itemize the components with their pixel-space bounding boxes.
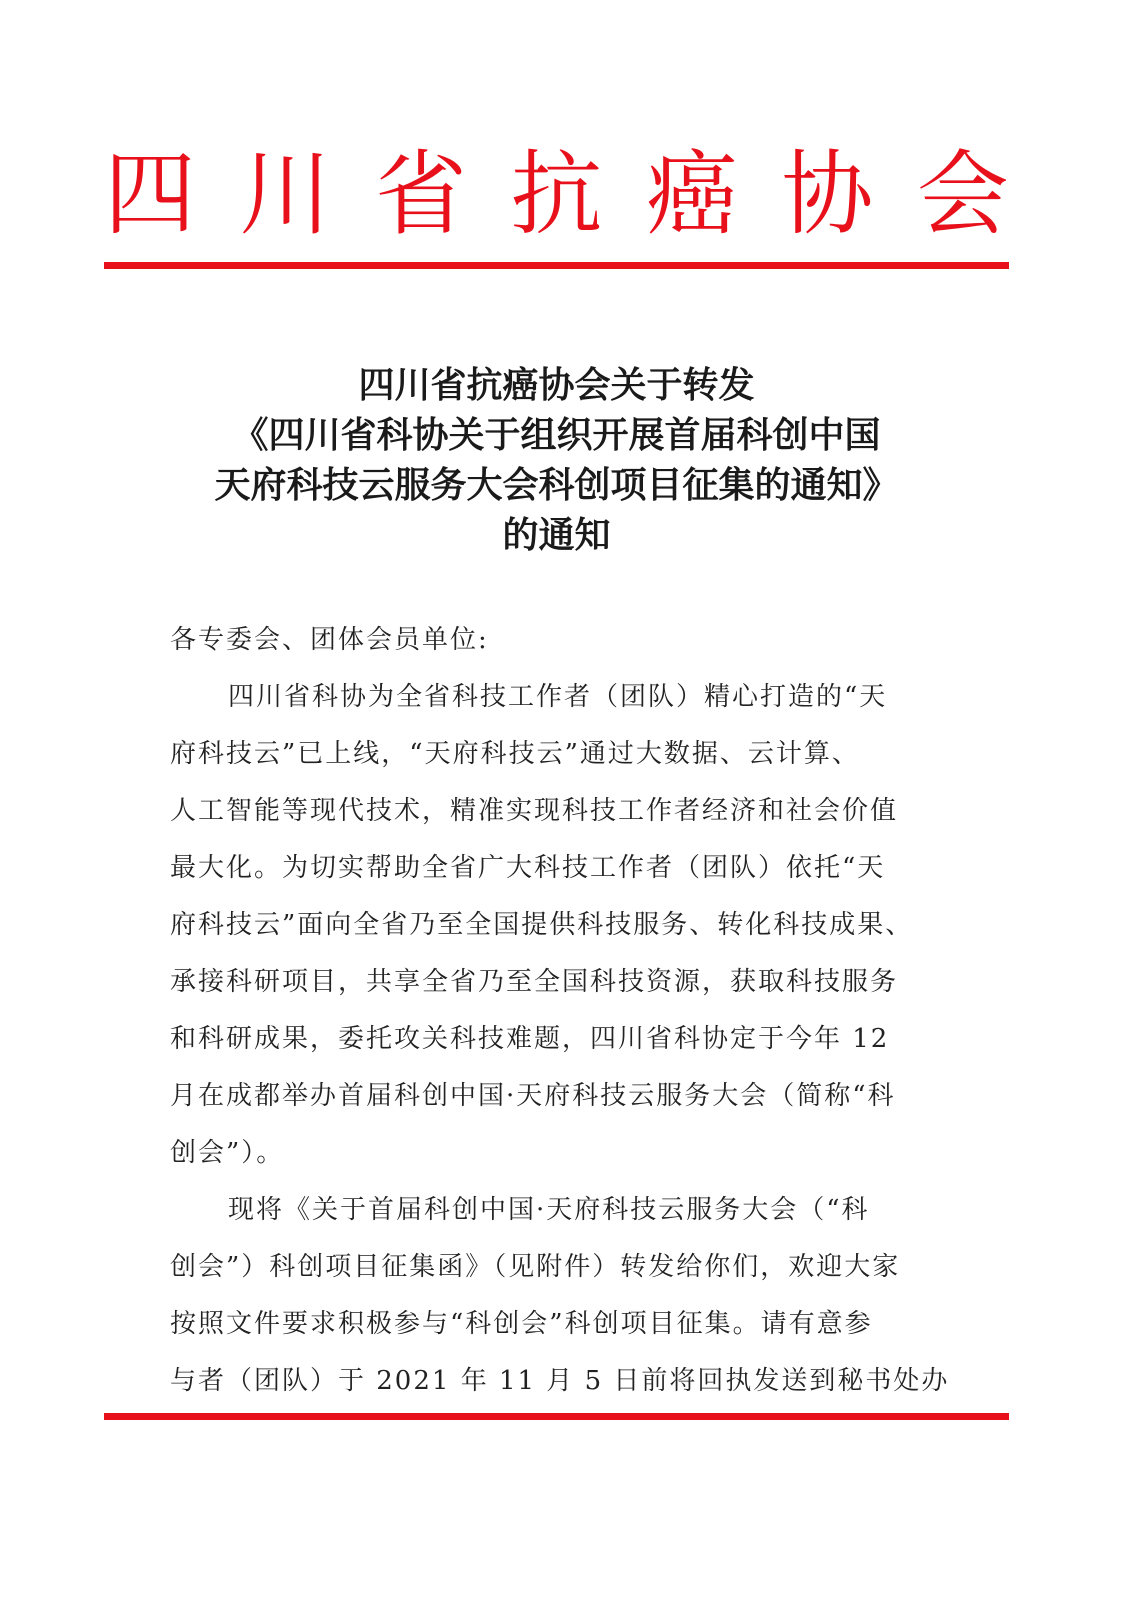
body-line: 月在成都举办首届科创中国·天府科技云服务大会（简称“科 (170, 1081, 896, 1111)
body-line: 创会”）科创项目征集函》（见附件）转发给你们，欢迎大家 (170, 1252, 901, 1282)
document-body (170, 612, 950, 1410)
title-line: 四川省抗癌协会关于转发 (358, 364, 755, 406)
organization-header (104, 140, 1009, 250)
body-line: 按照文件要求积极参与“科创会”科创项目征集。请有意参 (170, 1309, 873, 1339)
body-line: 与者（团队）于 2021 年 11 月 5 日前将回执发送到秘书处办 (170, 1366, 950, 1396)
org-name-char: 协 (781, 141, 874, 248)
header-divider (104, 262, 1009, 269)
org-name-char: 抗 (510, 141, 603, 248)
body-line: 现将《关于首届科创中国·天府科技云服务大会（“科 (228, 1195, 870, 1225)
title-line: 《四川省科协关于组织开展首届科创中国 (232, 414, 881, 456)
salutation: 各专委会、团体会员单位: (170, 625, 489, 655)
org-name-char: 省 (374, 141, 467, 248)
body-line: 创会”）。 (170, 1138, 285, 1168)
body-line: 人工智能等现代技术，精准实现科技工作者经济和社会价值 (170, 796, 899, 826)
title-line: 天府科技云服务大会科创项目征集的通知》 (214, 464, 899, 506)
org-name-char: 四 (104, 141, 197, 248)
org-name-char: 会 (916, 141, 1009, 248)
body-line: 最大化。为切实帮助全省广大科技工作者（团队）依托“天 (170, 853, 886, 883)
footer-divider (104, 1413, 1009, 1420)
body-line: 府科技云”面向全省乃至全国提供科技服务、转化科技成果、 (170, 910, 914, 940)
title-line: 的通知 (502, 514, 611, 556)
body-line: 承接科研项目，共享全省乃至全国科技资源，获取科技服务 (170, 967, 899, 997)
body-line: 四川省科协为全省科技工作者（团队）精心打造的“天 (228, 682, 888, 712)
org-name-char: 癌 (645, 141, 738, 248)
document-title (104, 360, 1009, 560)
body-line: 府科技云”已上线，“天府科技云”通过大数据、云计算、 (170, 739, 860, 769)
org-name-char: 川 (239, 141, 332, 248)
body-line: 和科研成果，委托攻关科技难题，四川省科协定于今年 12 (170, 1024, 890, 1054)
